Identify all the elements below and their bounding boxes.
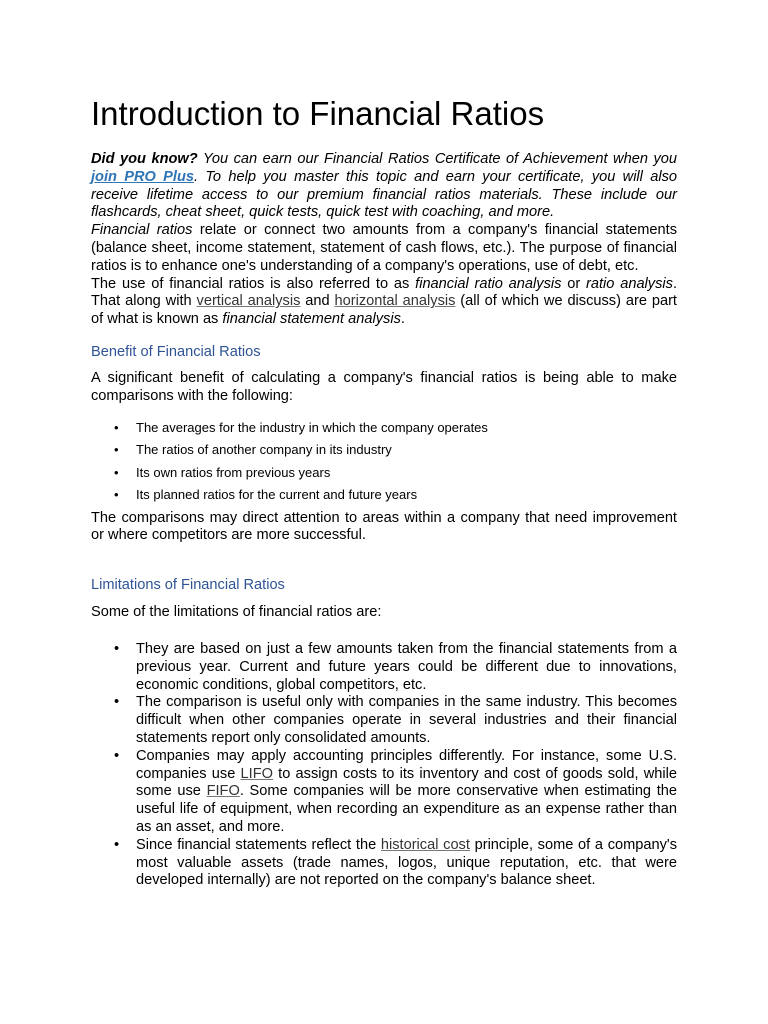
usage-text: (all of which we discuss) are part of what is known as: [91, 293, 677, 328]
definition-text: relate or connect two amounts from a company's financial statements (balance sheet, income statement, statement of cash flows, etc.). The purpose of financial ratios is to enhance one's understanding of a company's operations, use of debt, etc.: [91, 222, 677, 274]
list-item: • They are based on just a few amounts taken from the financial statements from a previous year. Current and future years could be different due to innovations, economic conditions, global competitors, etc.: [136, 641, 677, 694]
benefit-list: [91, 420, 677, 503]
historical-cost-link[interactable]: historical cost: [380, 836, 470, 853]
usage-text: and: [300, 293, 335, 310]
lifo-link[interactable]: LIFO: [240, 765, 273, 782]
page-title: Introduction to Financial Ratios: [91, 95, 545, 132]
list-item: • Its planned ratios for the current and future years: [136, 487, 677, 502]
list-item: • Its own ratios from previous years: [136, 465, 677, 480]
vertical-analysis-link[interactable]: vertical analysis: [196, 293, 301, 310]
usage-text: The use of financial ratios is also referred to as: [91, 275, 416, 292]
limitation-text: Since financial statements reflect the: [136, 836, 381, 853]
comparisons-paragraph: The comparisons may direct attention to areas within a company that need improvement or where competitors are more successful.: [91, 509, 677, 544]
promo-text-2: . To help you master this topic and earn your certificate, you will also receive lifetime access to our premium financial ratios materials. These include our flashcards, cheat sheet, quick tests, quick test with coaching, and more.: [91, 168, 677, 221]
term-financial-ratio-analysis: financial ratio analysis: [415, 275, 562, 292]
horizontal-analysis-link[interactable]: horizontal analysis: [334, 293, 456, 310]
usage-paragraph: [91, 276, 677, 329]
document-content: [91, 94, 677, 890]
did-you-know-label: Did you know?: [91, 151, 198, 167]
list-item: [136, 837, 677, 890]
list-item: • The comparison is useful only with companies in the same industry. This becomes difficult when other companies operate in several industries and their financial statements report only consolidated amounts.: [136, 694, 677, 747]
list-item: • The averages for the industry in which the company operates: [136, 420, 677, 435]
fifo-link[interactable]: FIFO: [206, 783, 240, 800]
usage-text: .: [400, 311, 405, 328]
usage-text: or: [561, 275, 587, 292]
limitation-text: . Some companies will be more conservative when estimating the useful life of equipment, when recording an expenditure as an expense rather than as an asset, and more.: [136, 783, 678, 835]
usage-text: . That along with: [91, 275, 677, 310]
definition-paragraph: [91, 222, 677, 275]
list-item: • The ratios of another company in its industry: [136, 442, 677, 457]
limitations-list: [91, 641, 677, 890]
term-ratio-analysis: ratio analysis: [586, 275, 673, 292]
limitation-text: Companies may apply accounting principles differently. For instance, some U.S. companies use: [136, 747, 677, 782]
definition-term: Financial ratios: [91, 222, 193, 239]
promo-text-1: You can earn our Financial Ratios Certificate of Achievement when you: [197, 151, 677, 167]
join-pro-plus-link[interactable]: join PRO Plus: [91, 168, 194, 185]
limitation-text: to assign costs to its inventory and cost of goods sold, while some use: [136, 765, 678, 800]
benefit-heading: Benefit of Financial Ratios: [91, 343, 261, 360]
list-item: [136, 748, 677, 837]
pro-plus-promo: [91, 151, 677, 222]
limitations-heading: Limitations of Financial Ratios: [91, 577, 285, 594]
limitations-paragraph: Some of the limitations of financial ratios are:: [91, 604, 382, 621]
limitation-text: principle, some of a company's most valuable assets (trade names, logos, unique reputation, etc. that were developed internally) are not reported on the company's balance sheet.: [136, 836, 677, 889]
term-financial-statement-analysis: financial statement analysis: [222, 311, 401, 328]
benefit-paragraph: A significant benefit of calculating a company's financial ratios is being able to make comparisons with the following:: [91, 369, 677, 404]
